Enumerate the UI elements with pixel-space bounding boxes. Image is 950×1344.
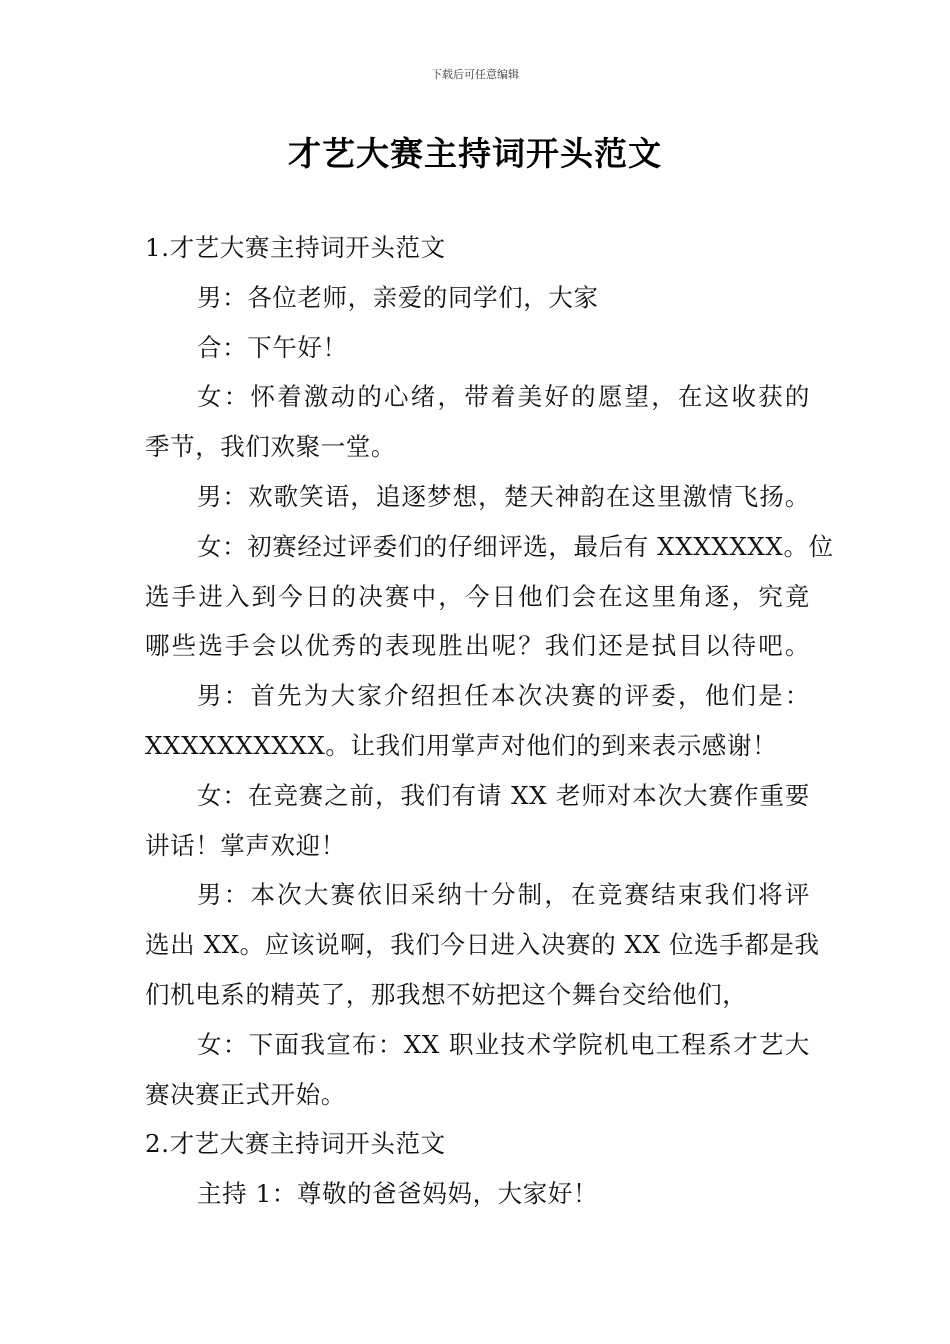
section-heading-1: 1.才艺大赛主持词开头范文	[145, 233, 446, 262]
paragraph-line: 合：下午好！	[197, 332, 348, 362]
paragraph-line: XXXXXXXXXX。让我们用掌声对他们的到来表示感谢！	[145, 730, 778, 760]
paragraph-line: 女：下面我宣布：XX 职业技术学院机电工程系才艺大	[197, 1029, 810, 1059]
paragraph-line: 哪些选手会以优秀的表现胜出呢？我们还是拭目以待吧。	[145, 631, 810, 661]
paragraph-line: 季节，我们欢聚一堂。	[145, 432, 396, 462]
document-body	[145, 223, 834, 1219]
document-title: 才艺大赛主持词开头范文	[288, 134, 662, 173]
paragraph-line: 选手进入到今日的决赛中，今日他们会在这里角逐，究竟	[145, 581, 810, 611]
header-note: 下载后可任意编辑	[431, 68, 519, 81]
paragraph-line: 男：欢歌笑语，追逐梦想，楚天神韵在这里激情飞扬。	[197, 481, 810, 511]
paragraph-line: 女：在竞赛之前，我们有请 XX 老师对本次大赛作重要	[197, 780, 810, 810]
paragraph-line: 男：首先为大家介绍担任本次决赛的评委，他们是：	[197, 681, 810, 711]
paragraph-line: 男：本次大赛依旧采纳十分制，在竞赛结束我们将评	[197, 880, 810, 910]
paragraph-line: 赛决赛正式开始。	[145, 1079, 346, 1109]
section-heading-2: 2.才艺大赛主持词开头范文	[145, 1129, 446, 1159]
paragraph-line: 主持 1：尊敬的爸爸妈妈，大家好！	[197, 1179, 599, 1209]
paragraph-line: 男：各位老师，亲爱的同学们，大家	[197, 282, 599, 312]
paragraph-line: 选出 XX。应该说啊，我们今日进入决赛的 XX 位选手都是我	[145, 930, 820, 960]
paragraph-line: 女：怀着激动的心绪，带着美好的愿望，在这收获的	[197, 382, 810, 412]
paragraph-line: 讲话！掌声欢迎！	[145, 830, 346, 860]
paragraph-line: 们机电系的精英了，那我想不妨把这个舞台交给他们，	[145, 979, 748, 1009]
paragraph-line: 女：初赛经过评委们的仔细评选，最后有 XXXXXXX。位	[197, 531, 834, 561]
